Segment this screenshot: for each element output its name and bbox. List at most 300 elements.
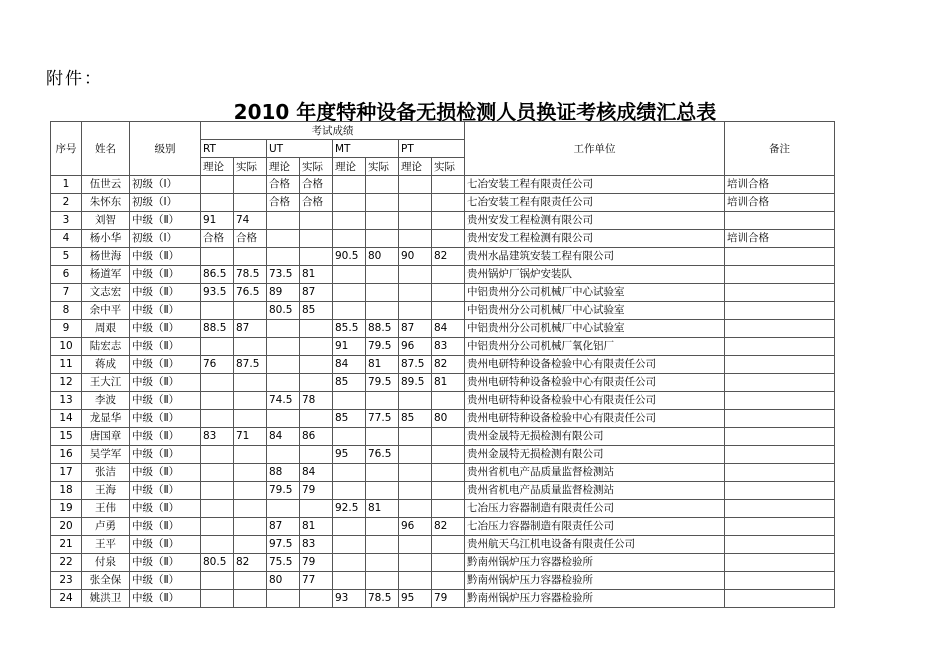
cell-level: 中级（Ⅱ） xyxy=(130,518,201,536)
cell-org: 七冶安装工程有限责任公司 xyxy=(465,176,725,194)
cell-org: 中铝贵州分公司机械厂中心试验室 xyxy=(465,302,725,320)
cell-name: 朱怀东 xyxy=(82,194,130,212)
cell-rt-practical xyxy=(234,590,267,608)
cell-mt-theory xyxy=(333,302,366,320)
cell-ut-practical xyxy=(300,356,333,374)
cell-ut-theory: 合格 xyxy=(267,194,300,212)
cell-rt-theory xyxy=(201,176,234,194)
cell-pt-theory xyxy=(399,392,432,410)
cell-mt-practical: 88.5 xyxy=(366,320,399,338)
header-remark: 备注 xyxy=(725,122,835,176)
cell-mt-practical: 79.5 xyxy=(366,338,399,356)
cell-level: 初级（Ⅰ） xyxy=(130,230,201,248)
cell-seq: 3 xyxy=(51,212,82,230)
cell-rt-theory: 91 xyxy=(201,212,234,230)
cell-level: 中级（Ⅱ） xyxy=(130,338,201,356)
cell-name: 杨道军 xyxy=(82,266,130,284)
cell-pt-theory xyxy=(399,428,432,446)
table-row xyxy=(51,266,835,284)
cell-name: 卢勇 xyxy=(82,518,130,536)
header-theory: 理论 xyxy=(267,158,300,176)
table-row xyxy=(51,248,835,266)
cell-ut-theory: 89 xyxy=(267,284,300,302)
cell-rt-practical xyxy=(234,410,267,428)
cell-rt-practical: 82 xyxy=(234,554,267,572)
cell-ut-practical: 合格 xyxy=(300,194,333,212)
cell-level: 中级（Ⅱ） xyxy=(130,284,201,302)
cell-mt-practical xyxy=(366,194,399,212)
cell-rt-theory xyxy=(201,482,234,500)
header-practical: 实际 xyxy=(432,158,465,176)
cell-pt-theory xyxy=(399,266,432,284)
cell-level: 中级（Ⅱ） xyxy=(130,446,201,464)
cell-pt-theory: 96 xyxy=(399,518,432,536)
cell-level: 中级（Ⅱ） xyxy=(130,500,201,518)
cell-rt-practical xyxy=(234,446,267,464)
cell-pt-practical: 82 xyxy=(432,248,465,266)
cell-org: 中铝贵州分公司机械厂中心试验室 xyxy=(465,320,725,338)
cell-ut-theory: 80.5 xyxy=(267,302,300,320)
cell-org: 七冶压力容器制造有限责任公司 xyxy=(465,500,725,518)
cell-mt-practical xyxy=(366,176,399,194)
cell-remark xyxy=(725,482,835,500)
cell-remark xyxy=(725,248,835,266)
cell-level: 中级（Ⅱ） xyxy=(130,392,201,410)
table-body xyxy=(51,176,835,608)
cell-seq: 14 xyxy=(51,410,82,428)
cell-name: 刘智 xyxy=(82,212,130,230)
cell-ut-theory: 84 xyxy=(267,428,300,446)
cell-remark xyxy=(725,518,835,536)
cell-mt-theory xyxy=(333,230,366,248)
cell-ut-practical: 85 xyxy=(300,302,333,320)
cell-rt-theory xyxy=(201,410,234,428)
cell-name: 陆宏志 xyxy=(82,338,130,356)
cell-rt-theory: 93.5 xyxy=(201,284,234,302)
cell-pt-practical xyxy=(432,302,465,320)
cell-org: 贵州省机电产品质量监督检测站 xyxy=(465,482,725,500)
cell-name: 李波 xyxy=(82,392,130,410)
cell-seq: 20 xyxy=(51,518,82,536)
cell-remark xyxy=(725,590,835,608)
cell-mt-practical: 78.5 xyxy=(366,590,399,608)
cell-pt-practical xyxy=(432,572,465,590)
cell-ut-theory xyxy=(267,212,300,230)
table-row xyxy=(51,572,835,590)
cell-mt-theory xyxy=(333,428,366,446)
table-row xyxy=(51,338,835,356)
header-theory: 理论 xyxy=(201,158,234,176)
cell-remark xyxy=(725,284,835,302)
table-row xyxy=(51,464,835,482)
cell-name: 王海 xyxy=(82,482,130,500)
cell-level: 中级（Ⅱ） xyxy=(130,536,201,554)
cell-rt-theory xyxy=(201,374,234,392)
cell-ut-practical: 84 xyxy=(300,464,333,482)
cell-rt-theory: 76 xyxy=(201,356,234,374)
cell-pt-practical xyxy=(432,536,465,554)
table-row xyxy=(51,374,835,392)
table-row xyxy=(51,392,835,410)
cell-pt-theory xyxy=(399,536,432,554)
cell-rt-practical xyxy=(234,500,267,518)
cell-org: 中铝贵州分公司机械厂氧化铝厂 xyxy=(465,338,725,356)
cell-pt-practical xyxy=(432,266,465,284)
cell-ut-practical: 87 xyxy=(300,284,333,302)
cell-mt-theory: 92.5 xyxy=(333,500,366,518)
cell-rt-theory xyxy=(201,500,234,518)
cell-mt-theory: 85 xyxy=(333,374,366,392)
cell-org: 贵州电研特种设备检验中心有限责任公司 xyxy=(465,392,725,410)
cell-level: 中级（Ⅱ） xyxy=(130,590,201,608)
cell-seq: 11 xyxy=(51,356,82,374)
cell-seq: 24 xyxy=(51,590,82,608)
header-method-ut: UT xyxy=(267,140,333,158)
cell-seq: 22 xyxy=(51,554,82,572)
cell-pt-practical xyxy=(432,212,465,230)
cell-name: 张洁 xyxy=(82,464,130,482)
cell-rt-theory xyxy=(201,590,234,608)
header-practical: 实际 xyxy=(300,158,333,176)
cell-rt-practical: 76.5 xyxy=(234,284,267,302)
cell-level: 中级（Ⅱ） xyxy=(130,356,201,374)
cell-remark xyxy=(725,302,835,320)
cell-pt-practical: 82 xyxy=(432,518,465,536)
table-row xyxy=(51,230,835,248)
cell-remark xyxy=(725,392,835,410)
cell-org: 贵州省机电产品质量监督检测站 xyxy=(465,464,725,482)
cell-rt-practical: 87 xyxy=(234,320,267,338)
cell-mt-theory xyxy=(333,536,366,554)
cell-rt-practical xyxy=(234,518,267,536)
cell-name: 张全保 xyxy=(82,572,130,590)
cell-pt-theory: 96 xyxy=(399,338,432,356)
cell-mt-theory: 93 xyxy=(333,590,366,608)
cell-rt-theory: 合格 xyxy=(201,230,234,248)
cell-pt-practical xyxy=(432,554,465,572)
cell-rt-practical: 合格 xyxy=(234,230,267,248)
cell-ut-practical xyxy=(300,446,333,464)
cell-remark: 培训合格 xyxy=(725,194,835,212)
header-theory: 理论 xyxy=(333,158,366,176)
cell-pt-practical: 81 xyxy=(432,374,465,392)
cell-rt-theory xyxy=(201,572,234,590)
cell-org: 黔南州锅炉压力容器检验所 xyxy=(465,554,725,572)
cell-level: 初级（Ⅰ） xyxy=(130,194,201,212)
cell-pt-theory: 87 xyxy=(399,320,432,338)
cell-ut-theory xyxy=(267,230,300,248)
cell-name: 唐国章 xyxy=(82,428,130,446)
cell-mt-theory xyxy=(333,194,366,212)
cell-level: 中级（Ⅱ） xyxy=(130,554,201,572)
cell-mt-theory: 85 xyxy=(333,410,366,428)
cell-pt-practical xyxy=(432,482,465,500)
cell-pt-practical xyxy=(432,428,465,446)
cell-ut-practical: 合格 xyxy=(300,176,333,194)
cell-pt-practical xyxy=(432,464,465,482)
attachment-label: 附件： xyxy=(46,69,103,89)
table-row xyxy=(51,320,835,338)
cell-seq: 2 xyxy=(51,194,82,212)
cell-mt-theory: 85.5 xyxy=(333,320,366,338)
cell-org: 贵州电研特种设备检验中心有限责任公司 xyxy=(465,356,725,374)
table-row xyxy=(51,554,835,572)
cell-rt-practical: 71 xyxy=(234,428,267,446)
cell-rt-theory xyxy=(201,338,234,356)
cell-remark xyxy=(725,554,835,572)
cell-pt-practical xyxy=(432,194,465,212)
cell-org: 中铝贵州分公司机械厂中心试验室 xyxy=(465,284,725,302)
cell-remark xyxy=(725,356,835,374)
table-row xyxy=(51,176,835,194)
cell-pt-theory: 87.5 xyxy=(399,356,432,374)
header-method-mt: MT xyxy=(333,140,399,158)
cell-mt-practical xyxy=(366,428,399,446)
cell-ut-practical: 79 xyxy=(300,482,333,500)
cell-seq: 4 xyxy=(51,230,82,248)
cell-org: 黔南州锅炉压力容器检验所 xyxy=(465,572,725,590)
cell-seq: 9 xyxy=(51,320,82,338)
cell-remark xyxy=(725,212,835,230)
cell-ut-theory xyxy=(267,248,300,266)
cell-level: 中级（Ⅱ） xyxy=(130,464,201,482)
cell-seq: 16 xyxy=(51,446,82,464)
cell-rt-theory: 88.5 xyxy=(201,320,234,338)
cell-pt-practical xyxy=(432,392,465,410)
cell-remark xyxy=(725,320,835,338)
cell-mt-theory xyxy=(333,464,366,482)
cell-pt-theory xyxy=(399,572,432,590)
table-header xyxy=(51,122,835,176)
cell-remark xyxy=(725,374,835,392)
header-scores: 考试成绩 xyxy=(201,122,465,140)
document-title: 2010 年度特种设备无损检测人员换证考核成绩汇总表 xyxy=(233,100,717,124)
cell-mt-theory xyxy=(333,212,366,230)
cell-mt-practical xyxy=(366,464,399,482)
cell-ut-theory xyxy=(267,374,300,392)
cell-ut-practical: 77 xyxy=(300,572,333,590)
cell-org: 贵州安发工程检测有限公司 xyxy=(465,230,725,248)
cell-remark xyxy=(725,536,835,554)
cell-name: 王伟 xyxy=(82,500,130,518)
cell-mt-practical xyxy=(366,482,399,500)
cell-rt-theory: 80.5 xyxy=(201,554,234,572)
cell-ut-theory xyxy=(267,338,300,356)
cell-rt-theory xyxy=(201,464,234,482)
cell-level: 中级（Ⅱ） xyxy=(130,212,201,230)
cell-pt-practical: 84 xyxy=(432,320,465,338)
cell-ut-theory: 80 xyxy=(267,572,300,590)
cell-level: 中级（Ⅱ） xyxy=(130,320,201,338)
cell-seq: 18 xyxy=(51,482,82,500)
cell-pt-theory xyxy=(399,176,432,194)
table-row xyxy=(51,356,835,374)
cell-pt-practical: 83 xyxy=(432,338,465,356)
cell-remark xyxy=(725,410,835,428)
cell-mt-practical xyxy=(366,554,399,572)
cell-mt-practical xyxy=(366,572,399,590)
cell-seq: 6 xyxy=(51,266,82,284)
cell-ut-theory xyxy=(267,356,300,374)
cell-mt-practical xyxy=(366,284,399,302)
cell-level: 中级（Ⅱ） xyxy=(130,302,201,320)
cell-pt-practical xyxy=(432,176,465,194)
cell-rt-practical xyxy=(234,248,267,266)
table-row xyxy=(51,428,835,446)
cell-mt-theory: 90.5 xyxy=(333,248,366,266)
cell-mt-practical xyxy=(366,518,399,536)
cell-ut-theory: 88 xyxy=(267,464,300,482)
cell-mt-practical xyxy=(366,212,399,230)
cell-level: 中级（Ⅱ） xyxy=(130,266,201,284)
cell-rt-practical: 87.5 xyxy=(234,356,267,374)
cell-ut-practical xyxy=(300,338,333,356)
cell-remark xyxy=(725,338,835,356)
cell-name: 余中平 xyxy=(82,302,130,320)
cell-rt-practical xyxy=(234,536,267,554)
cell-seq: 8 xyxy=(51,302,82,320)
cell-name: 文志宏 xyxy=(82,284,130,302)
cell-ut-practical xyxy=(300,590,333,608)
cell-pt-practical: 80 xyxy=(432,410,465,428)
cell-pt-practical xyxy=(432,446,465,464)
cell-rt-practical xyxy=(234,338,267,356)
cell-rt-practical: 78.5 xyxy=(234,266,267,284)
cell-pt-theory: 90 xyxy=(399,248,432,266)
cell-ut-theory: 97.5 xyxy=(267,536,300,554)
cell-name: 王大江 xyxy=(82,374,130,392)
cell-mt-theory xyxy=(333,176,366,194)
cell-pt-practical xyxy=(432,284,465,302)
cell-pt-theory xyxy=(399,482,432,500)
cell-name: 姚洪卫 xyxy=(82,590,130,608)
cell-ut-practical xyxy=(300,320,333,338)
cell-org: 贵州电研特种设备检验中心有限责任公司 xyxy=(465,374,725,392)
header-level: 级别 xyxy=(130,122,201,176)
cell-mt-theory xyxy=(333,266,366,284)
table-row xyxy=(51,302,835,320)
cell-rt-theory xyxy=(201,536,234,554)
cell-ut-practical xyxy=(300,230,333,248)
cell-ut-practical xyxy=(300,374,333,392)
cell-org: 贵州安发工程检测有限公司 xyxy=(465,212,725,230)
header-name: 姓名 xyxy=(82,122,130,176)
cell-name: 蒋成 xyxy=(82,356,130,374)
cell-rt-theory: 86.5 xyxy=(201,266,234,284)
cell-remark: 培训合格 xyxy=(725,230,835,248)
table-row xyxy=(51,500,835,518)
cell-rt-practical xyxy=(234,374,267,392)
header-org: 工作单位 xyxy=(465,122,725,176)
cell-remark xyxy=(725,446,835,464)
cell-ut-theory xyxy=(267,446,300,464)
cell-name: 伍世云 xyxy=(82,176,130,194)
cell-org: 七冶压力容器制造有限责任公司 xyxy=(465,518,725,536)
table-row xyxy=(51,446,835,464)
cell-seq: 5 xyxy=(51,248,82,266)
cell-pt-theory xyxy=(399,212,432,230)
cell-seq: 19 xyxy=(51,500,82,518)
cell-level: 中级（Ⅱ） xyxy=(130,572,201,590)
cell-level: 中级（Ⅱ） xyxy=(130,482,201,500)
cell-name: 周艰 xyxy=(82,320,130,338)
cell-ut-practical xyxy=(300,500,333,518)
cell-mt-theory: 91 xyxy=(333,338,366,356)
cell-ut-theory xyxy=(267,410,300,428)
cell-org: 黔南州锅炉压力容器检验所 xyxy=(465,590,725,608)
table-row xyxy=(51,284,835,302)
cell-mt-practical: 79.5 xyxy=(366,374,399,392)
cell-seq: 15 xyxy=(51,428,82,446)
cell-ut-practical xyxy=(300,410,333,428)
cell-pt-theory xyxy=(399,284,432,302)
cell-org: 贵州金晟特无损检测有限公司 xyxy=(465,446,725,464)
cell-mt-theory xyxy=(333,392,366,410)
cell-seq: 7 xyxy=(51,284,82,302)
cell-ut-practical: 78 xyxy=(300,392,333,410)
cell-ut-theory: 合格 xyxy=(267,176,300,194)
cell-mt-practical: 81 xyxy=(366,500,399,518)
cell-ut-practical: 86 xyxy=(300,428,333,446)
table-row xyxy=(51,410,835,428)
cell-rt-theory xyxy=(201,518,234,536)
cell-mt-practical xyxy=(366,302,399,320)
cell-pt-theory: 89.5 xyxy=(399,374,432,392)
cell-ut-practical xyxy=(300,212,333,230)
cell-pt-theory xyxy=(399,194,432,212)
cell-seq: 10 xyxy=(51,338,82,356)
cell-mt-practical xyxy=(366,266,399,284)
table-row xyxy=(51,536,835,554)
cell-seq: 12 xyxy=(51,374,82,392)
cell-remark xyxy=(725,572,835,590)
cell-ut-practical: 83 xyxy=(300,536,333,554)
cell-ut-theory: 79.5 xyxy=(267,482,300,500)
cell-pt-theory xyxy=(399,554,432,572)
cell-mt-theory: 95 xyxy=(333,446,366,464)
cell-rt-theory xyxy=(201,392,234,410)
cell-org: 贵州锅炉厂锅炉安装队 xyxy=(465,266,725,284)
cell-mt-practical: 77.5 xyxy=(366,410,399,428)
score-table xyxy=(50,121,835,608)
cell-name: 龙显华 xyxy=(82,410,130,428)
cell-remark: 培训合格 xyxy=(725,176,835,194)
cell-pt-practical xyxy=(432,500,465,518)
header-theory: 理论 xyxy=(399,158,432,176)
cell-rt-practical xyxy=(234,176,267,194)
table-row xyxy=(51,518,835,536)
cell-rt-theory xyxy=(201,446,234,464)
cell-pt-theory xyxy=(399,500,432,518)
cell-ut-theory xyxy=(267,320,300,338)
cell-seq: 1 xyxy=(51,176,82,194)
cell-mt-theory xyxy=(333,554,366,572)
cell-rt-practical xyxy=(234,464,267,482)
cell-ut-theory xyxy=(267,500,300,518)
table-row xyxy=(51,482,835,500)
cell-org: 七冶安装工程有限责任公司 xyxy=(465,194,725,212)
cell-level: 初级（Ⅰ） xyxy=(130,176,201,194)
cell-level: 中级（Ⅱ） xyxy=(130,248,201,266)
cell-name: 杨小华 xyxy=(82,230,130,248)
cell-mt-theory xyxy=(333,482,366,500)
cell-seq: 17 xyxy=(51,464,82,482)
table-row xyxy=(51,590,835,608)
cell-rt-practical xyxy=(234,392,267,410)
cell-rt-theory xyxy=(201,248,234,266)
cell-remark xyxy=(725,464,835,482)
cell-pt-practical: 79 xyxy=(432,590,465,608)
